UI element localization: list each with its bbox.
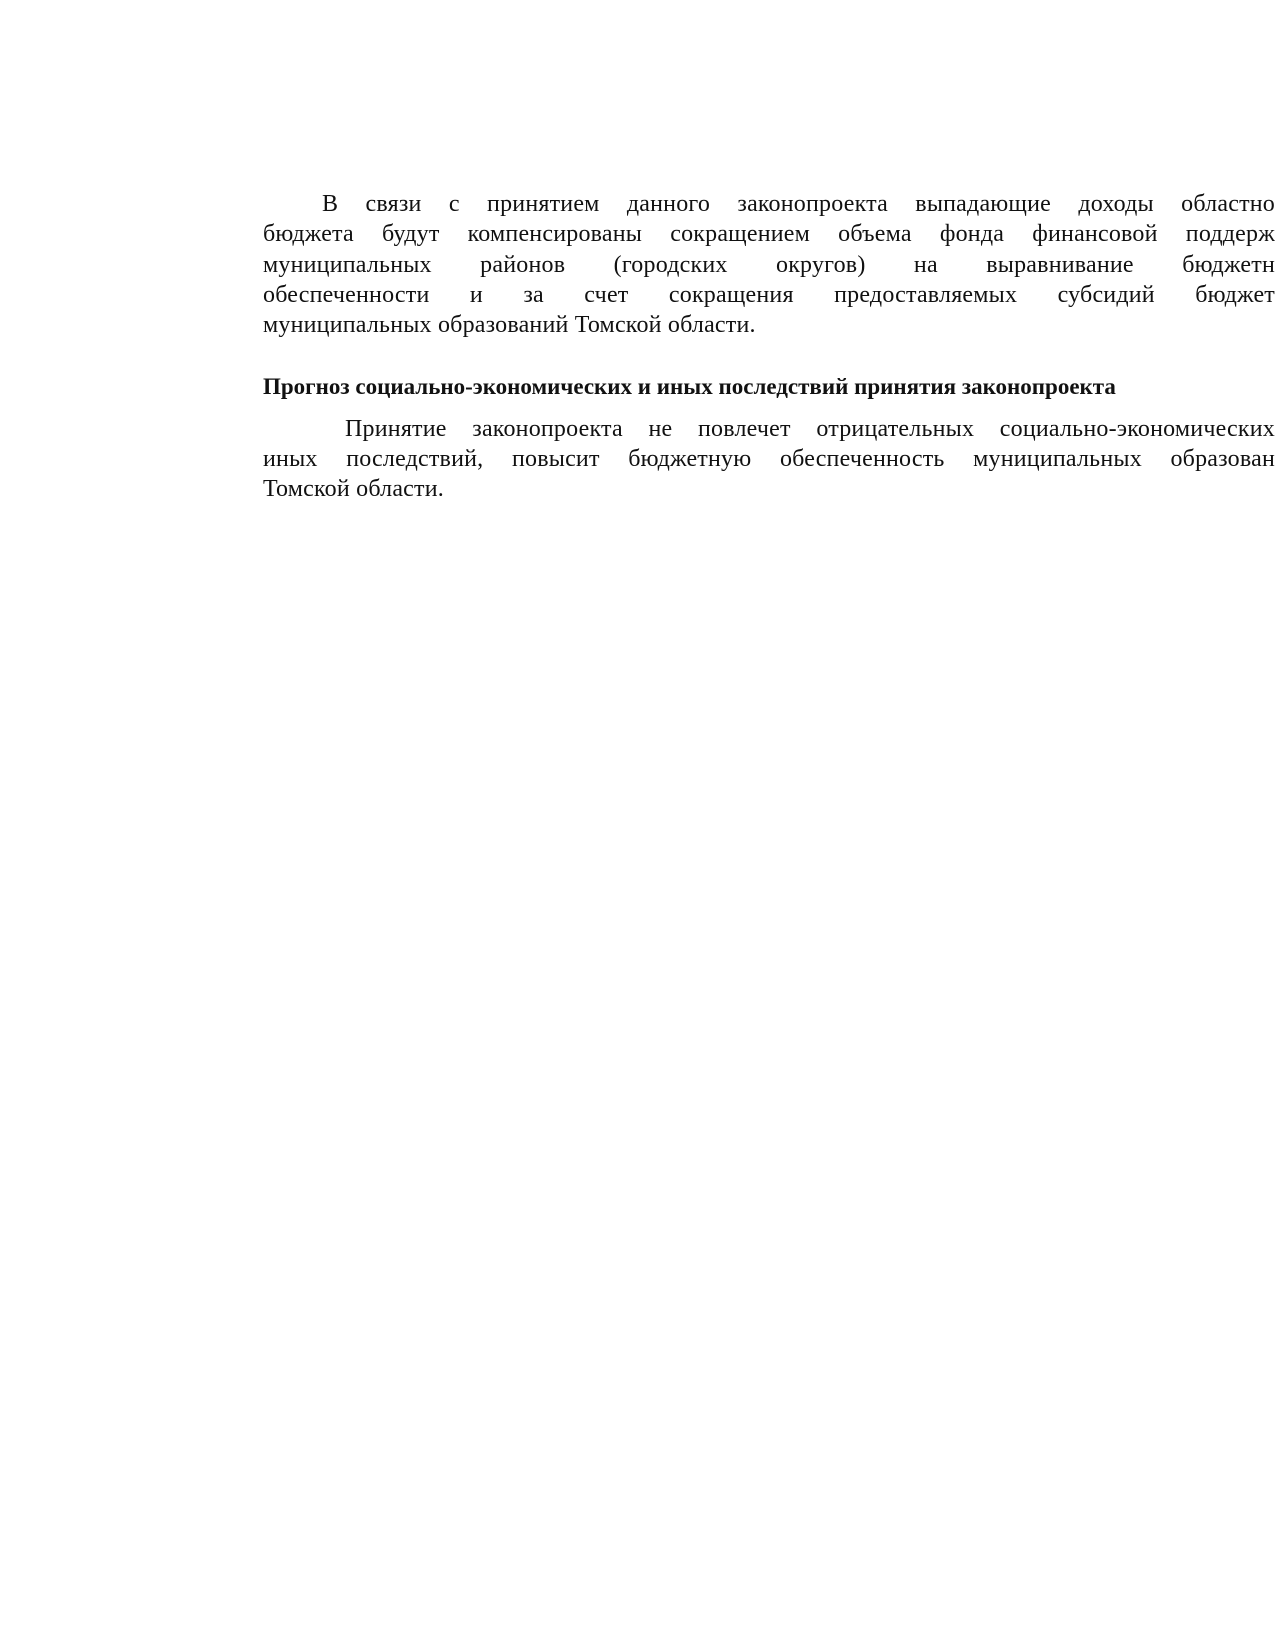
paragraph-1-line-3: муниципальных районов (городских округов) на выравнивание бюджетн	[263, 252, 1275, 278]
paragraph-2-line-3: Томской области.	[263, 476, 444, 502]
section-heading: Прогноз социально-экономических и иных последствий принятия законопроекта	[263, 374, 1116, 399]
paragraph-1-line-2: бюджета будут компенсированы сокращением объема фонда финансовой поддерж	[263, 221, 1275, 247]
paragraph-2-line-1: Принятие законопроекта не повлечет отрицательных социально-экономических	[345, 416, 1275, 442]
paragraph-1-line-1: В связи с принятием данного законопроекта выпадающие доходы областно	[322, 191, 1275, 217]
paragraph-1-line-5: муниципальных образований Томской области.	[263, 312, 756, 338]
paragraph-2-line-2: иных последствий, повысит бюджетную обеспеченность муниципальных образован	[263, 446, 1275, 472]
paragraph-1-line-4: обеспеченности и за счет сокращения предоставляемых субсидий бюджет	[263, 282, 1275, 308]
